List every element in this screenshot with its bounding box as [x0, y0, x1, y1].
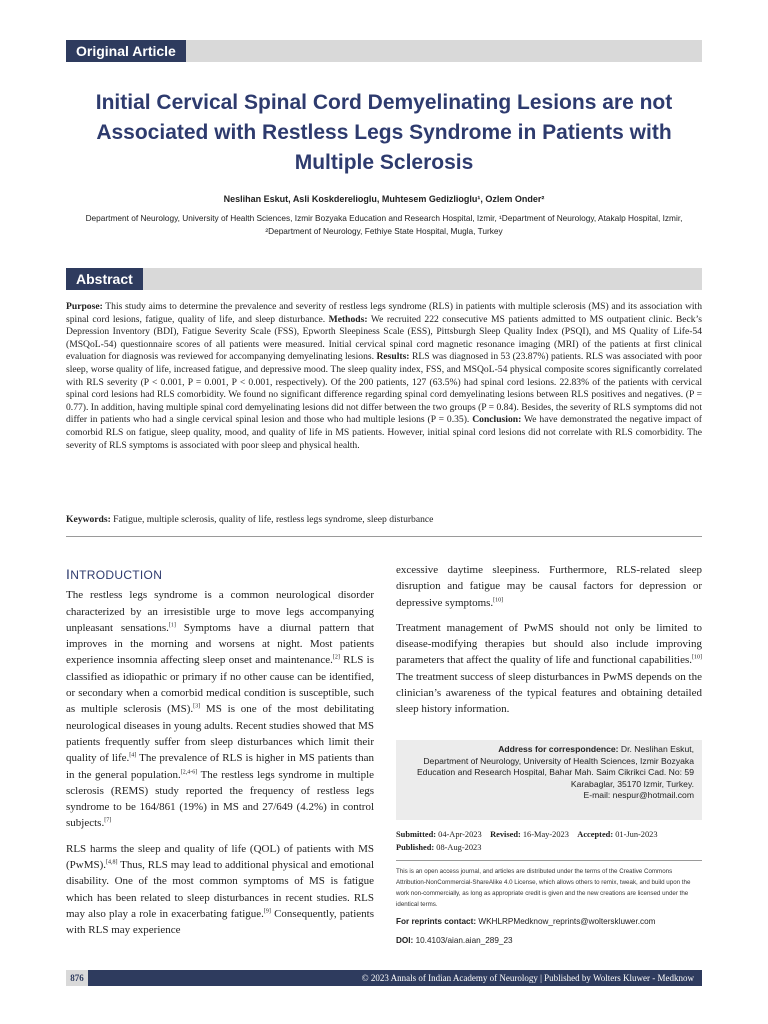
intro-paragraph-1 [66, 587, 374, 831]
purpose-label: Purpose: [66, 301, 103, 312]
revised-date: 16-May-2023 [522, 830, 569, 839]
results-label: Results: [376, 351, 410, 363]
affiliations: Department of Neurology, University of Health Sciences, Izmir Bozyaka Education and Research Hospital, Izmir, ¹Department of Neurology, Atakalp Hospital, Izmir, ²Department of Neurology, Fethiye State Hospital, Mugla, Turkey [85, 213, 683, 236]
ref[interactable]: [4] [129, 752, 137, 759]
article-type-band [66, 40, 702, 62]
ref[interactable]: [9] [263, 908, 271, 915]
left-column [66, 566, 374, 948]
ref[interactable]: [1] [168, 622, 176, 629]
accepted-label: Accepted: [577, 830, 614, 839]
text-run: The prevalence of RLS is higher in MS patients than in the general population. [66, 752, 374, 781]
correspondence-line: Karabaglar, 35170 Izmir, Turkey. [570, 778, 694, 789]
published-label: Published: [396, 843, 435, 852]
published-date: 08-Aug-2023 [436, 843, 482, 852]
text-run: Thus, RLS may lead to additional physical and emotional disability. One of the most common symptoms of MS is fatigue which has been related to sleep disturbances in recent studies. RLS may also play a role in exacerbating fatigue. [66, 859, 374, 920]
ref[interactable]: [10] [692, 654, 702, 661]
keywords-text: Fatigue, multiple sclerosis, quality of life, restless legs syndrome, sleep disturbance [113, 514, 434, 525]
author-list: Neslihan Eskut, Asli Koskderelioglu, Muhtesem Gedizlioglu¹, Ozlem Onder² [223, 194, 545, 204]
correspondence-name: Dr. Neslihan Eskut, [620, 744, 694, 754]
intro-paragraph-4 [396, 620, 702, 718]
reprints-email[interactable]: WKHLRPMedknow_reprints@wolterskluwer.com [478, 917, 656, 926]
text-run: RLS harms the sleep and quality of life (QOL) of patients with MS (PwMS). [66, 842, 374, 872]
ref[interactable]: [2] [332, 654, 340, 661]
correspondence-line: Education and Research Hospital, Bahar Mah. Saim Cikrikci Cad. No: 59 [416, 767, 694, 777]
introduction-heading [66, 566, 374, 583]
accepted-date: 01-Jun-2023 [615, 830, 658, 839]
ref[interactable]: [7] [104, 817, 112, 824]
results-text: RLS was diagnosed in 53 (23.87%) patients. RLS was associated with poor sleep, worse quality of life, increased fatigue, and depressive mood. The sleep quality index, FSS, and MSQoL-54 physical composite scores significantly correlated with RLS severity (P < 0.001, P = 0.001, P < 0.001, respectively). Of the 200 patients, 127 (63.5%) had spinal cord lesions. 22.83% of the patients with cervical spinal cord lesions had RLS comorbidity. We found no significant difference regarding spinal cord demyelinating lesions between RLS positives and negatives. (P = 0.77). In addition, having multiple spinal cord demyelinating lesions did not differ between the two groups (P = 0.84). Besides, the severity of RLS symptoms did not differ in patients who had a single cervical spinal lesion and those who had multiple lesions (P = 0.35). [66, 351, 702, 426]
article-dates [396, 828, 702, 854]
correspondence-email[interactable]: E-mail: nespur@hotmail.com [583, 790, 694, 800]
text-run: excessive daytime sleepiness. Furthermore, RLS-related sleep disruption and fatigue may be causal factors for depression or depressive symptoms. [396, 564, 702, 609]
submitted-label: Submitted: [396, 830, 437, 839]
intro-paragraph-2 [66, 841, 374, 939]
text-run: Consequently, patients with RLS may experience [66, 907, 374, 937]
ref[interactable]: [4,8] [106, 859, 118, 866]
ref[interactable]: [2,4-6] [180, 768, 198, 775]
conclusion-text: We have demonstrated the negative impact of comorbid RLS on fatigue, sleep quality, mood, and quality of life in MS patients. However, initial spinal cord lesions did not correlate with RLS comorbidity. The severity of RLS symptoms is associated with poor sleep and physical health. [66, 414, 703, 451]
doi [396, 936, 702, 945]
abstract-heading: Abstract [66, 268, 143, 290]
methods-label: Methods: [328, 313, 368, 325]
doi-value[interactable]: 10.4103/aian.aian_289_23 [415, 936, 513, 945]
text-run: The restless legs syndrome is a common neurological disorder characterized by an irresistible urge to move legs accompanying unpleasant sensations. [66, 589, 374, 634]
revised-label: Revised: [490, 830, 521, 839]
keywords-label: Keywords: [66, 514, 111, 525]
text-run: The treatment success of sleep disturbances in PwMS depends on the clinician’s awareness of the typical features and obtaining detailed sleep history information. [396, 670, 702, 716]
ref[interactable]: [10] [493, 596, 504, 603]
abstract-band [66, 268, 702, 290]
text-run: Treatment management of PwMS should not only be limited to disease-modifying therapies but should also include improving parameters that affect the quality of life and functional capabilities. [396, 621, 702, 667]
divider [66, 536, 702, 537]
abstract-body [66, 301, 702, 452]
article-title: Initial Cervical Spinal Cord Demyelinating Lesions are not Associated with Restless Legs Syndrome in Patients with Multiple Sclerosis [95, 91, 673, 174]
purpose-text: This study aims to determine the prevalence and severity of restless legs syndrome (RLS) in patients with multiple sclerosis (MS) and its association with spinal cord lesions, fatigue, quality of life, and sleep disturbance. [66, 301, 702, 325]
text-run: The restless legs syndrome in multiple sclerosis (REMS) study reported the frequency of restless legs syndrome to be 164/861 (19%) in MS and 27/649 (4.2%) in control subjects. [66, 768, 375, 830]
conclusion-label: Conclusion: [472, 414, 522, 426]
reprints-contact [396, 917, 702, 926]
methods-text: We recruited 222 consecutive MS patients admitted to MS outpatient clinic. Beck’s Depression Inventory (BDI), Fatigue Severity Scale (FSS), Epworth Sleepiness Scale (ESS), Pittsburgh Sleep Quality Index (PSQI), and MS Quality of Life-54 (MSQoL-54) questionnaire scores of all patients were measured. Initial cervical spinal cord magnetic resonance imaging (MRI) of the patients at first clinical evaluation for diagnosis was reviewed for accompanying demyelinating lesions. [66, 313, 703, 363]
correspondence-box [396, 740, 702, 820]
correspondence-label: Address for correspondence: [498, 744, 619, 754]
intro-paragraph-3 [396, 562, 702, 611]
text-run: Symptoms have a diurnal pattern that improves in the morning and worsens at night. Most patients experience insomnia affecting sleep onset and maintenance. [66, 621, 375, 667]
heading-initial: I [66, 566, 71, 582]
heading-rest: NTRODUCTION [70, 568, 163, 582]
doi-label: DOI: [396, 936, 414, 945]
ref[interactable]: [3] [193, 703, 201, 710]
page-footer [66, 970, 702, 986]
text-run: RLS is classified as idiopathic or primary if no other cause can be identified, or secondary when a comorbid medical condition is susceptible, such as multiple sclerosis (MS). [66, 654, 374, 716]
submitted-date: 04-Apr-2023 [438, 830, 482, 839]
reprints-label: For reprints contact: [396, 917, 477, 926]
correspondence-line: Department of Neurology, University of Health Sciences, Izmir Bozyaka [423, 755, 694, 766]
divider [396, 860, 702, 861]
footer-text: © 2023 Annals of Indian Academy of Neurology | Published by Wolters Kluwer - Medknow [361, 973, 694, 983]
license-text: This is an open access journal, and articles are distributed under the terms of the Creative Commons Attribution-NonCommercial-ShareAlike 4.0 License, which allows others to remix, tweak, and build upon the work non-commercially, as long as appropriate credit is given and the new creations are licensed under the identical terms. [396, 868, 691, 908]
page-number: 876 [66, 970, 88, 986]
right-column [396, 562, 702, 727]
keywords [66, 514, 702, 525]
article-type-label: Original Article [66, 40, 186, 62]
text-run: MS is one of the most debilitating neurological diseases in young adults. Recent studies showed that MS patients frequently suffer from sleep disturbances which limit their quality of life. [66, 703, 375, 765]
